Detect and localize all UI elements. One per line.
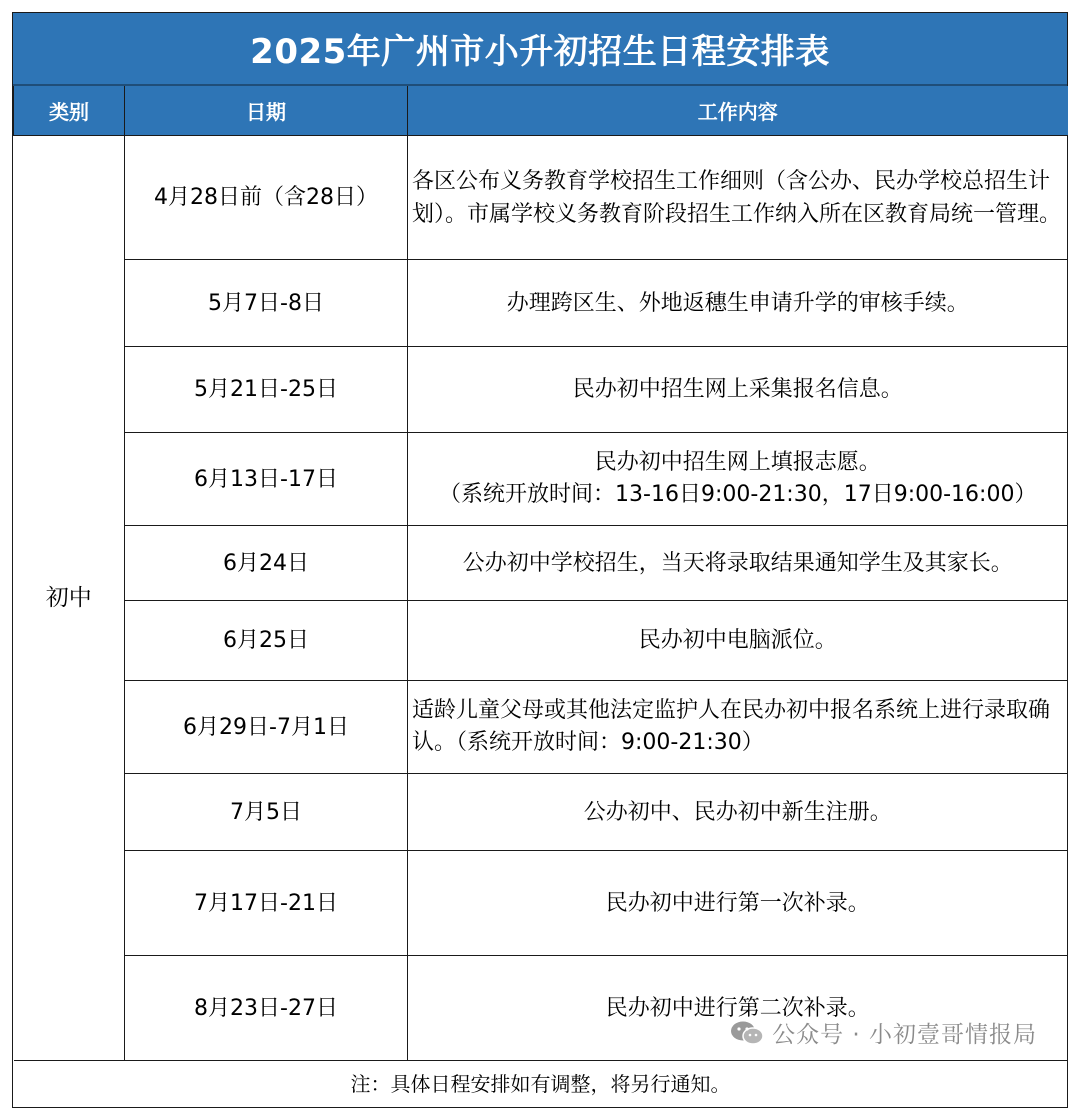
footnote: 注：具体日程安排如有调整，将另行通知。 xyxy=(14,1061,1068,1108)
footnote-row xyxy=(14,1061,1068,1108)
table-row xyxy=(14,774,1068,851)
task-main-text: 民办初中招生网上填报志愿。 xyxy=(594,450,881,475)
table-row xyxy=(14,260,1068,347)
date-cell: 6月29日-7月1日 xyxy=(125,681,408,774)
table-row xyxy=(14,433,1068,526)
date-cell: 8月23日-27日 xyxy=(125,956,408,1061)
task-cell: 各区公布义务教育学校招生工作细则（含公办、民办学校总招生计划）。市属学校义务教育阶段招生工作纳入所在区教育局统一管理。 xyxy=(408,136,1068,260)
date-cell: 5月21日-25日 xyxy=(125,347,408,433)
task-cell: 民办初中电脑派位。 xyxy=(408,601,1068,681)
header-date: 日期 xyxy=(125,86,408,136)
schedule-sheet xyxy=(12,12,1068,1108)
task-cell: 公办初中学校招生，当天将录取结果通知学生及其家长。 xyxy=(408,526,1068,601)
task-cell: 民办初中进行第二次补录。 xyxy=(408,956,1068,1061)
date-cell: 7月17日-21日 xyxy=(125,851,408,956)
task-cell: 公办初中、民办初中新生注册。 xyxy=(408,774,1068,851)
category-cell: 初中 xyxy=(14,136,125,1061)
header-task: 工作内容 xyxy=(408,86,1068,136)
table-row xyxy=(14,681,1068,774)
table-row xyxy=(14,526,1068,601)
watermark-text: 公众号 · 小初壹哥情报局 xyxy=(772,1022,1037,1048)
task-cell xyxy=(408,433,1068,526)
task-cell: 民办初中进行第一次补录。 xyxy=(408,851,1068,956)
table-header-row xyxy=(14,86,1068,136)
task-note-text: （系统开放时间：13-16日9:00-21:30，17日9:00-16:00） xyxy=(439,482,1037,507)
date-cell: 4月28日前（含28日） xyxy=(125,136,408,260)
task-cell: 适龄儿童父母或其他法定监护人在民办初中报名系统上进行录取确认。（系统开放时间：9:00-21:30） xyxy=(408,681,1068,774)
task-cell: 民办初中招生网上采集报名信息。 xyxy=(408,347,1068,433)
date-cell: 6月24日 xyxy=(125,526,408,601)
page-title: 2025年广州市小升初招生日程安排表 xyxy=(13,13,1067,86)
schedule-table xyxy=(13,86,1068,1108)
date-cell: 5月7日-8日 xyxy=(125,260,408,347)
table-row xyxy=(14,851,1068,956)
date-cell: 6月25日 xyxy=(125,601,408,681)
wechat-icon xyxy=(730,1020,764,1046)
table-row xyxy=(14,136,1068,260)
task-cell: 办理跨区生、外地返穗生申请升学的审核手续。 xyxy=(408,260,1068,347)
date-cell: 7月5日 xyxy=(125,774,408,851)
table-row xyxy=(14,601,1068,681)
watermark xyxy=(730,1016,1037,1049)
header-category: 类别 xyxy=(14,86,125,136)
date-cell: 6月13日-17日 xyxy=(125,433,408,526)
table-row xyxy=(14,347,1068,433)
